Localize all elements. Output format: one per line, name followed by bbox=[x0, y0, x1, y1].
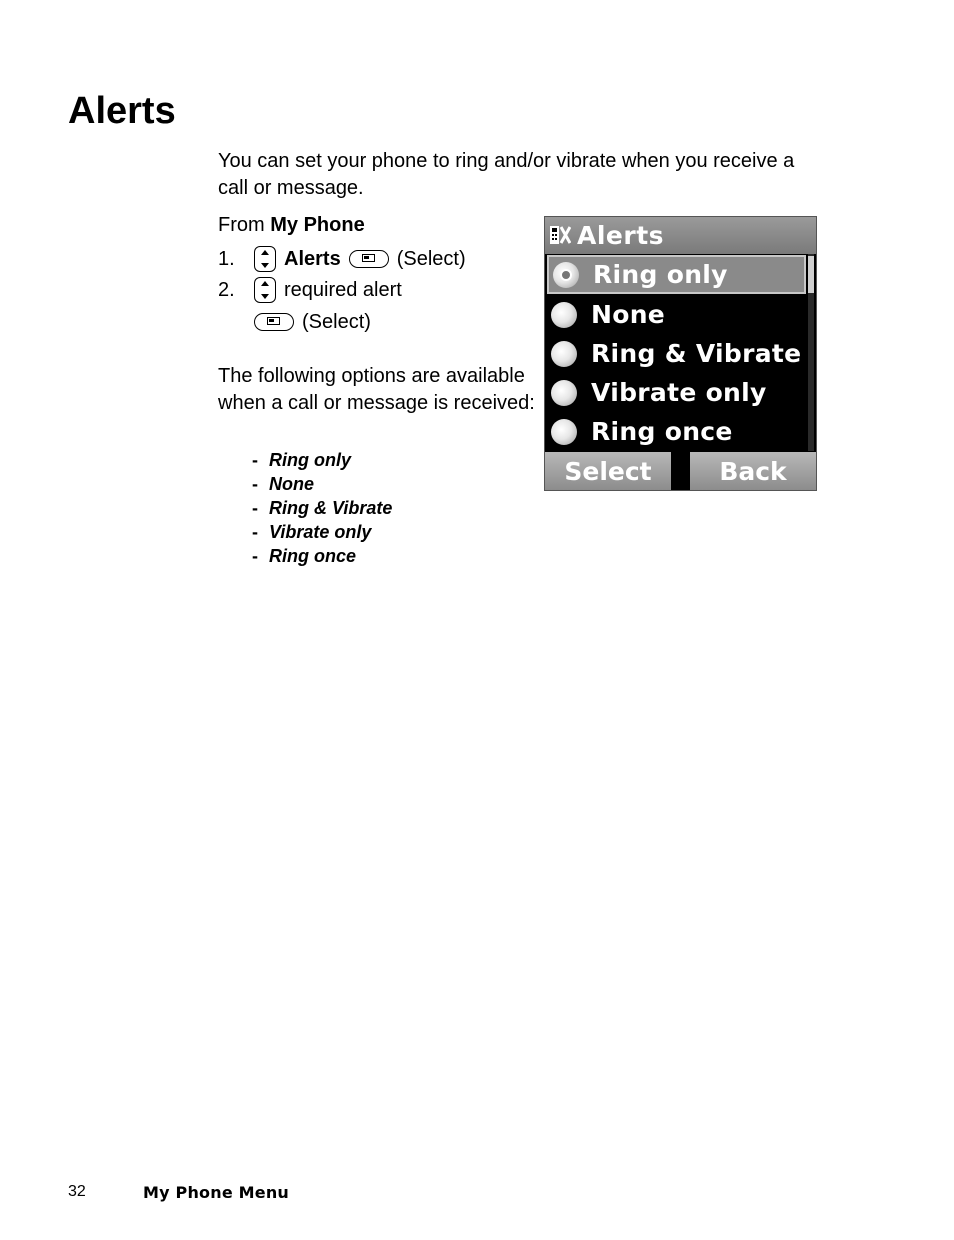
step-2 bbox=[218, 277, 402, 303]
phone-option-label: None bbox=[591, 300, 666, 329]
phone-option-label: Vibrate only bbox=[591, 378, 767, 407]
list-item: - Vibrate only bbox=[252, 522, 372, 542]
list-item: - None bbox=[252, 474, 314, 494]
softkey-icon bbox=[254, 313, 294, 331]
step-label: required alert bbox=[284, 279, 402, 301]
select-softkey-button[interactable]: Select bbox=[545, 452, 671, 490]
radio-selected-icon bbox=[553, 262, 579, 288]
phone-option-ring-only[interactable] bbox=[547, 255, 806, 294]
list-item: - Ring once bbox=[252, 546, 357, 566]
list-item: - Ring only bbox=[252, 450, 351, 470]
radio-icon bbox=[551, 302, 577, 328]
from-prefix: From bbox=[218, 214, 265, 236]
step-number: 1. bbox=[218, 248, 235, 270]
phone-screen bbox=[544, 216, 817, 491]
options-list bbox=[252, 448, 392, 568]
phone-header bbox=[545, 217, 816, 254]
step-2-continued bbox=[254, 309, 371, 335]
options-intro: The following options are available when a call or message is received: bbox=[218, 365, 535, 414]
phone-option-label: Ring only bbox=[593, 260, 728, 289]
step-label: Alerts bbox=[284, 248, 341, 270]
phone-scroll-thumb[interactable] bbox=[808, 256, 814, 293]
page-number: 32 bbox=[68, 1183, 86, 1200]
phone-header-title: Alerts bbox=[577, 221, 665, 250]
radio-icon bbox=[551, 380, 577, 406]
back-softkey-button[interactable]: Back bbox=[690, 452, 816, 490]
footer-section-title: My Phone Menu bbox=[143, 1183, 289, 1202]
list-item: - Ring & Vibrate bbox=[252, 498, 393, 518]
from-line bbox=[218, 212, 365, 238]
phone-option-ring-once[interactable] bbox=[547, 412, 806, 451]
step-1 bbox=[218, 246, 466, 272]
phone-option-label: Ring once bbox=[591, 417, 733, 446]
from-target: My Phone bbox=[270, 214, 365, 236]
softkey-icon bbox=[349, 250, 389, 268]
step-number: 2. bbox=[218, 279, 235, 301]
radio-icon bbox=[551, 341, 577, 367]
phone-softkey-bar bbox=[545, 452, 816, 490]
phone-option-none[interactable] bbox=[547, 295, 806, 334]
phone-option-vibrate-only[interactable] bbox=[547, 373, 806, 412]
settings-screen-icon bbox=[549, 224, 571, 246]
intro-paragraph: You can set your phone to ring and/or vibrate when you receive a call or message. bbox=[218, 150, 795, 199]
phone-option-ring-vibrate[interactable] bbox=[547, 334, 806, 373]
nav-key-icon bbox=[254, 246, 276, 272]
radio-icon bbox=[551, 419, 577, 445]
page-title: Alerts bbox=[68, 90, 176, 132]
nav-key-icon bbox=[254, 277, 276, 303]
step-action: (Select) bbox=[302, 311, 371, 333]
phone-option-label: Ring & Vibrate bbox=[591, 339, 802, 368]
phone-option-list bbox=[545, 254, 816, 451]
step-action: (Select) bbox=[396, 248, 466, 270]
